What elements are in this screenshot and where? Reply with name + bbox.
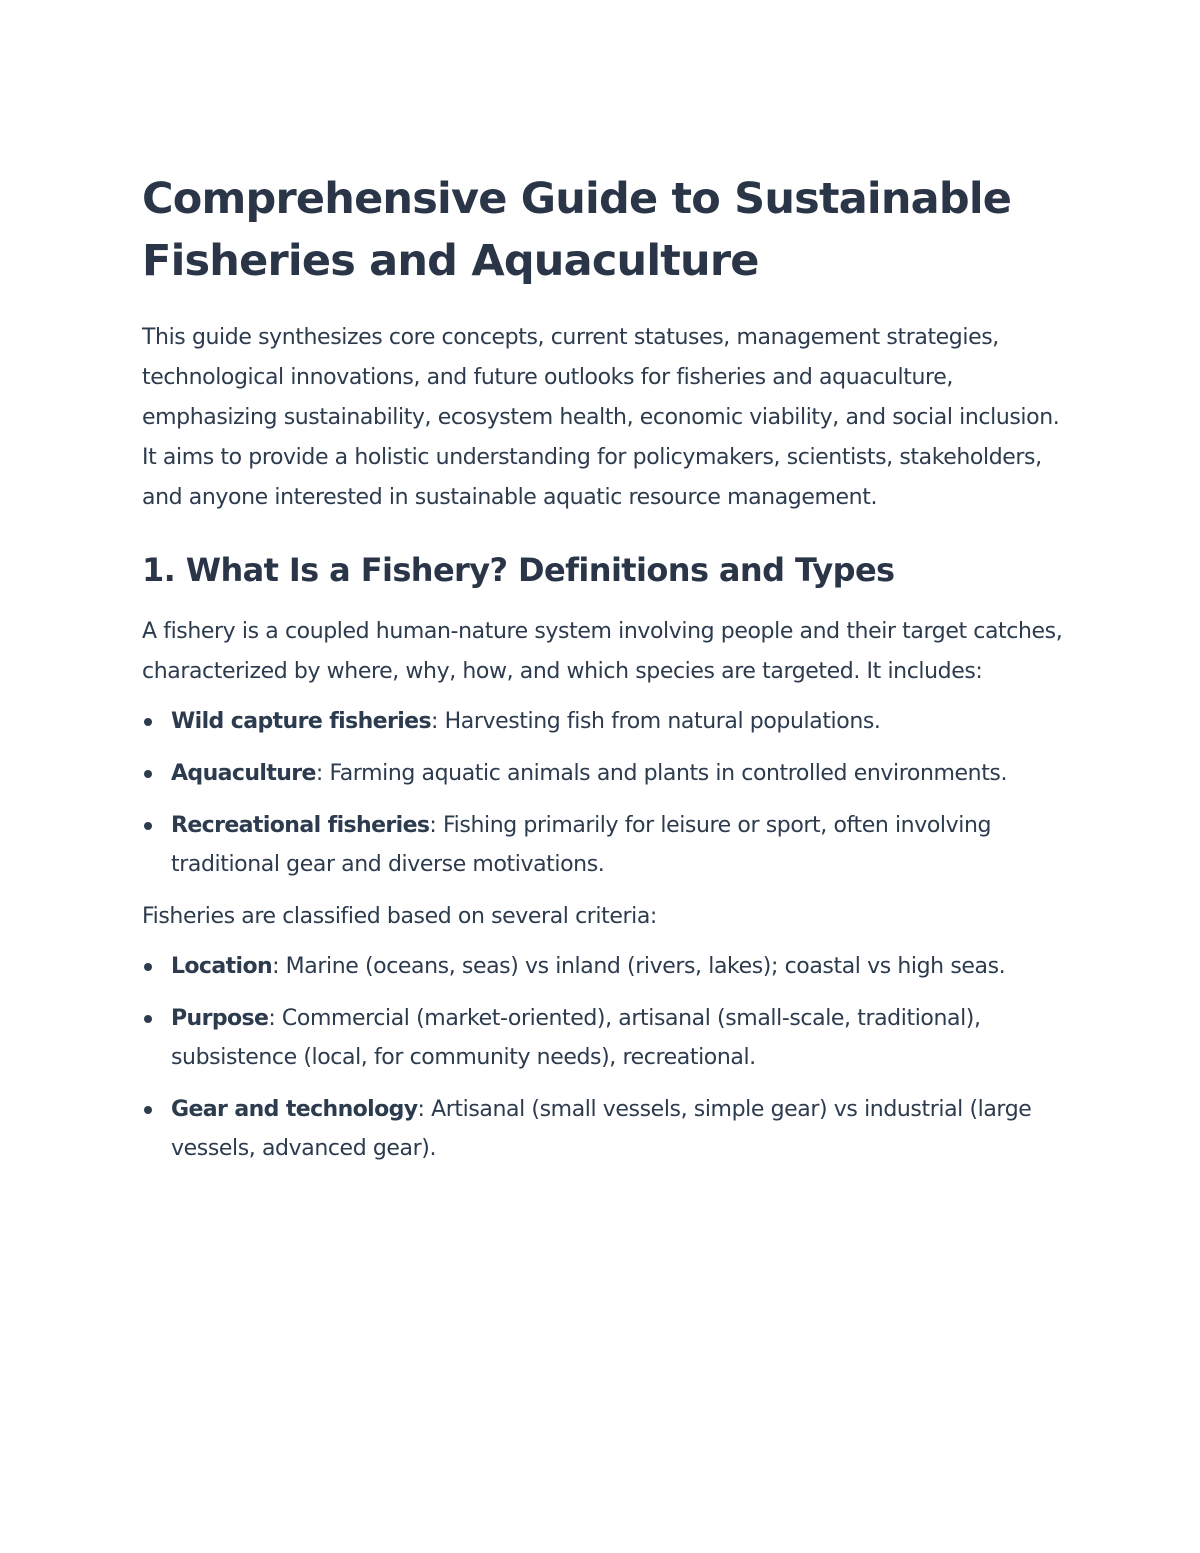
bullet-icon — [144, 1015, 152, 1023]
list-item-text: : Artisanal (small vessels, simple gear) vs industrial (large vessels, advanced gear). — [171, 1097, 1032, 1161]
bullet-icon — [144, 718, 152, 726]
bullet-icon — [144, 822, 152, 830]
list-item — [142, 947, 1072, 986]
bullet-icon — [144, 770, 152, 778]
section-heading: 1. What Is a Fishery? Definitions and Types — [142, 551, 895, 589]
document-page — [142, 168, 1072, 1181]
list-item-term: Recreational fisheries — [171, 813, 430, 838]
list-item-text: : Commercial (market-oriented), artisanal (small-scale, traditional), subsistence (local, for community needs), recreational. — [171, 1006, 981, 1070]
list-item-term: Aquaculture — [171, 761, 316, 786]
fishery-types-list — [142, 702, 1072, 884]
classification-intro: Fisheries are classified based on several criteria: — [142, 904, 657, 929]
list-item-term: Location — [171, 954, 273, 979]
section-paragraph: A fishery is a coupled human-nature system involving people and their target catches, characterized by where, why, how, and which species are targeted. It includes: — [142, 619, 1063, 684]
bullet-icon — [144, 963, 152, 971]
page-title: Comprehensive Guide to Sustainable Fisheries and Aquaculture — [142, 174, 1012, 286]
list-item — [142, 754, 1072, 793]
classification-criteria-list — [142, 947, 1072, 1168]
list-item — [142, 806, 1072, 884]
intro-paragraph: This guide synthesizes core concepts, current statuses, management strategies, technological innovations, and future outlooks for fisheries and aquaculture, emphasizing sustainability, ecosystem health, economic viability, and social inclusion. It aims to provide a holistic understanding for policymakers, scientists, stakeholders, and anyone interested in sustainable aquatic resource management. — [142, 325, 1060, 510]
list-item-text: : Harvesting fish from natural populations. — [431, 709, 881, 734]
list-item-text: : Marine (oceans, seas) vs inland (rivers, lakes); coastal vs high seas. — [272, 954, 1006, 979]
list-item — [142, 999, 1072, 1077]
list-item-text: : Fishing primarily for leisure or sport, often involving traditional gear and diverse motivations. — [171, 813, 992, 877]
list-item-term: Purpose — [171, 1006, 269, 1031]
list-item-text: : Farming aquatic animals and plants in controlled environments. — [315, 761, 1008, 786]
list-item-term: Gear and technology — [171, 1097, 418, 1122]
list-item — [142, 1090, 1072, 1168]
bullet-icon — [144, 1106, 152, 1114]
list-item-term: Wild capture fisheries — [171, 709, 431, 734]
list-item — [142, 702, 1072, 741]
